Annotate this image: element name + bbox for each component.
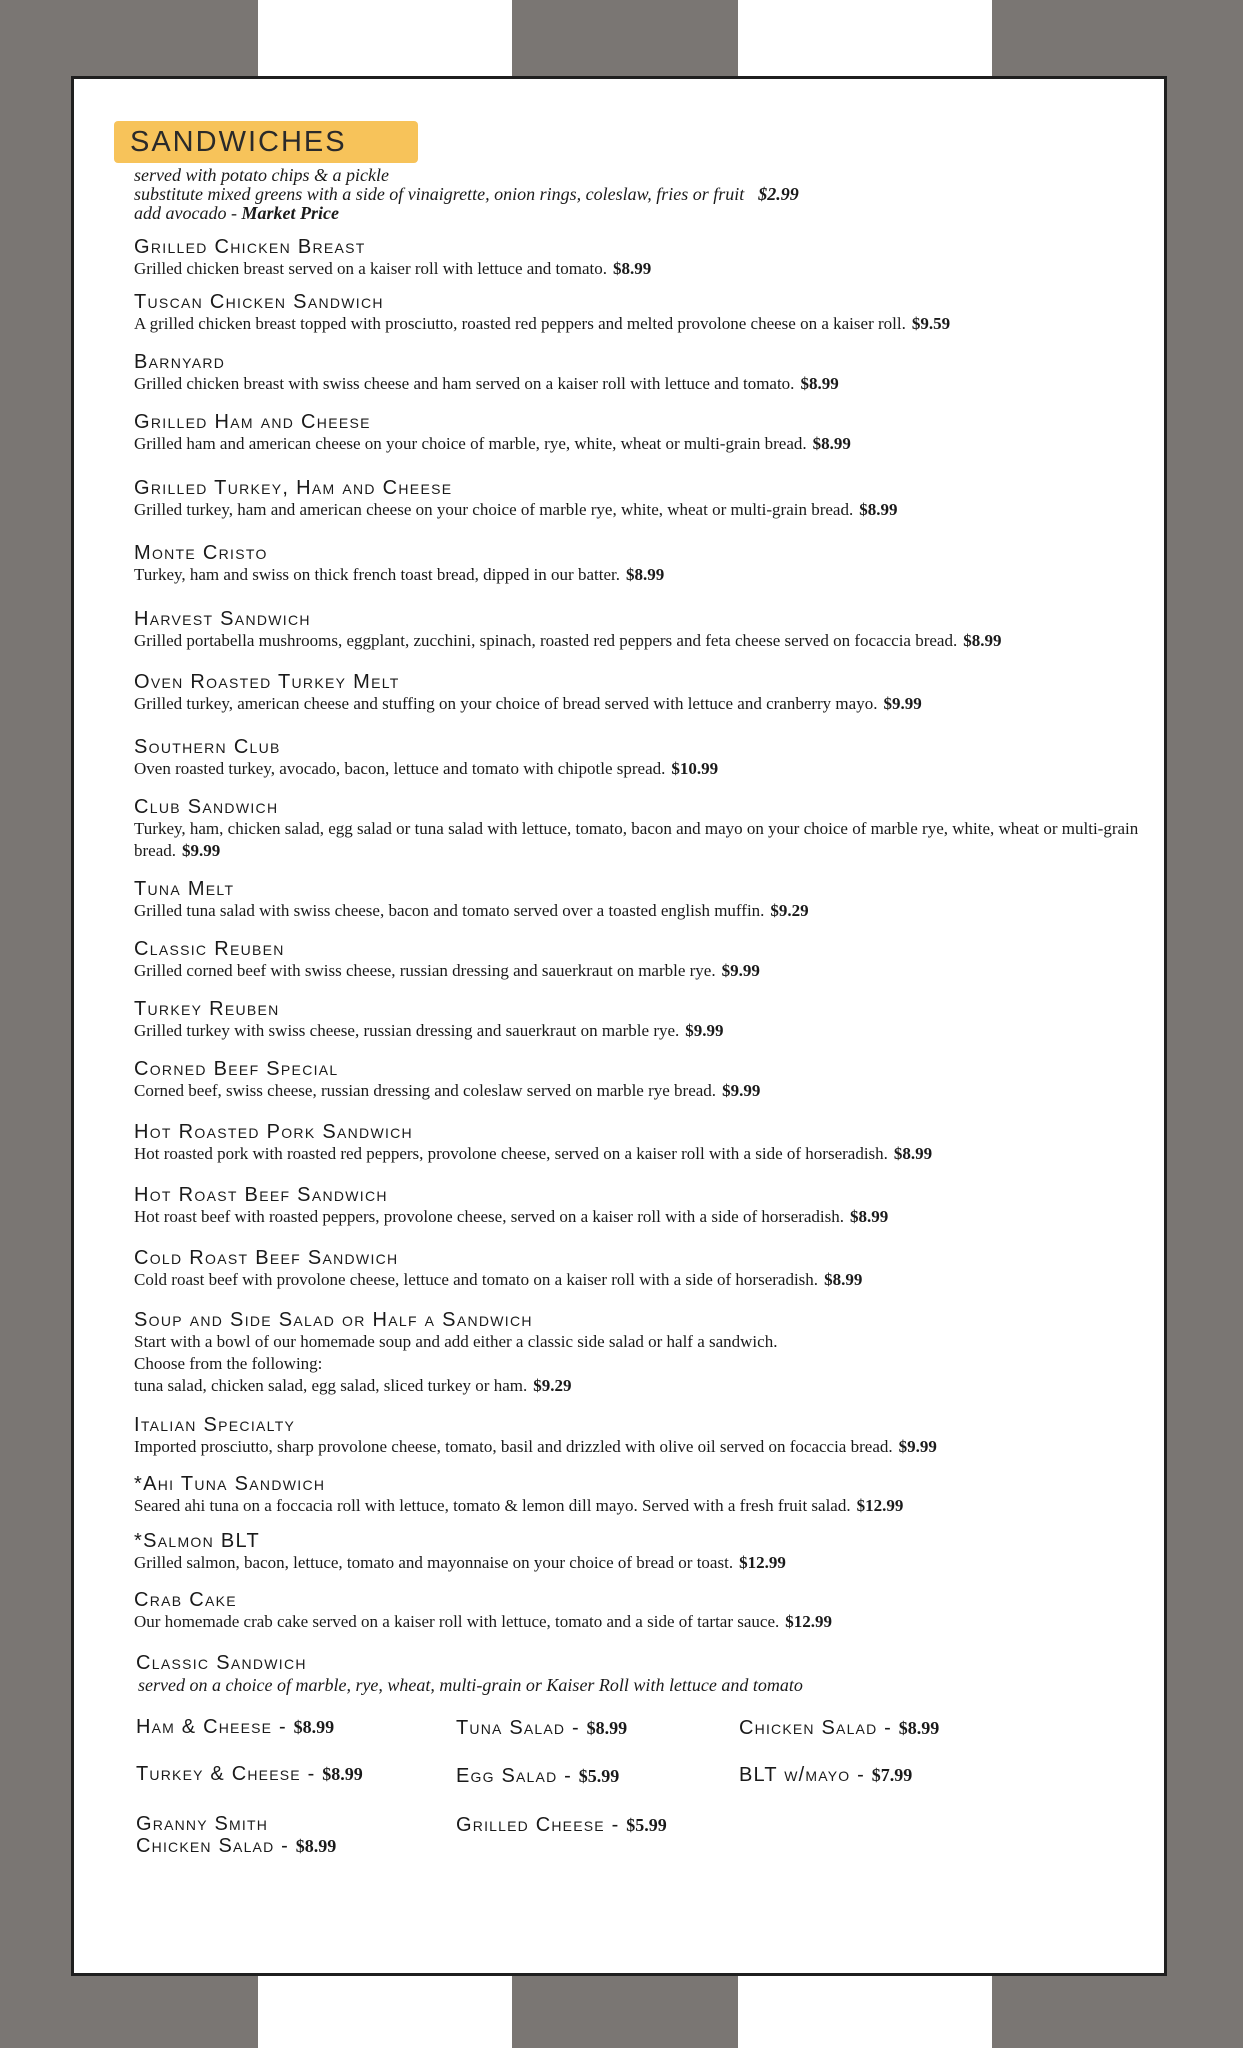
menu-item — [134, 411, 1144, 455]
menu-item — [134, 1309, 1144, 1397]
menu-item — [134, 1184, 1144, 1228]
item-price: $9.59 — [911, 314, 951, 333]
item-name: Tuna Melt — [134, 878, 235, 900]
menu-item — [134, 608, 1144, 652]
item-price: $8.99 — [625, 565, 665, 584]
item-description: tuna salad, chicken salad, egg salad, sliced turkey or ham. $9.29 — [134, 1376, 572, 1395]
item-name: Hot Roasted Pork Sandwich — [134, 1121, 413, 1143]
item-description: Turkey, ham and swiss on thick french toast bread, dipped in our batter. $8.99 — [134, 565, 665, 584]
item-description: Grilled portabella mushrooms, eggplant, zucchini, spinach, roasted red peppers and feta cheese served on focaccia bread. $8.99 — [134, 631, 1002, 650]
menu-item — [134, 236, 1144, 280]
item-description: Corned beef, swiss cheese, russian dressing and coleslaw served on marble rye bread. $9.99 — [134, 1081, 761, 1100]
item-price: $8.99 — [293, 1717, 335, 1737]
item-price: $9.99 — [898, 1437, 937, 1456]
menu-item — [134, 796, 1144, 862]
classic-item: Granny Smith Chicken Salad - $8.99 — [136, 1813, 337, 1857]
item-name: Soup and Side Salad or Half a Sandwich — [134, 1309, 533, 1331]
menu-page — [71, 76, 1167, 1976]
item-price: $9.99 — [182, 841, 221, 860]
section-title: SANDWICHES — [114, 121, 418, 163]
intro-line: substitute mixed greens with a side of vinaigrette, onion rings, coleslaw, fries or fruit $2.99 — [134, 184, 799, 204]
item-price: $12.99 — [739, 1553, 786, 1572]
item-name: Turkey Reuben — [134, 998, 280, 1020]
item-name: Harvest Sandwich — [134, 608, 311, 630]
item-description: Grilled salmon, bacon, lettuce, tomato and mayonnaise on your choice of bread or toast. $12.99 — [134, 1553, 786, 1572]
menu-item — [134, 1473, 1144, 1517]
item-price: $9.99 — [685, 1021, 724, 1040]
classic-item: Ham & Cheese - $8.99 — [136, 1716, 335, 1738]
item-price: $8.99 — [800, 374, 839, 393]
item-name: Oven Roasted Turkey Melt — [134, 671, 400, 693]
item-description: Grilled corned beef with swiss cheese, russian dressing and sauerkraut on marble rye. $9.99 — [134, 961, 760, 980]
item-name: Grilled Ham and Cheese — [134, 411, 371, 433]
item-price: $9.99 — [721, 961, 760, 980]
intro-line: add avocado - Market Price — [134, 203, 339, 223]
item-name: Barnyard — [134, 351, 226, 373]
item-description: Seared ahi tuna on a foccacia roll with lettuce, tomato & lemon dill mayo. Served with a fresh fruit salad. $12.99 — [134, 1496, 904, 1515]
menu-item — [134, 671, 1144, 715]
classic-sandwich-subtitle: served on a choice of marble, rye, wheat, multi-grain or Kaiser Roll with lettuce and tomato — [138, 1675, 803, 1695]
item-price: $8.99 — [586, 1718, 628, 1738]
item-price: $5.99 — [578, 1766, 620, 1786]
classic-item: Grilled Cheese - $5.99 — [456, 1814, 667, 1836]
menu-item — [134, 1121, 1144, 1165]
item-description: Grilled tuna salad with swiss cheese, bacon and tomato served over a toasted english muffin. $9.29 — [134, 901, 809, 920]
intro-line: served with potato chips & a pickle — [134, 165, 389, 185]
item-price: $8.99 — [898, 1718, 940, 1738]
menu-item — [134, 878, 1144, 922]
item-description: Grilled turkey with swiss cheese, russian dressing and sauerkraut on marble rye. $9.99 — [134, 1021, 724, 1040]
item-price: $12.99 — [785, 1612, 833, 1631]
menu-item — [134, 477, 1144, 521]
item-name: Corned Beef Special — [134, 1058, 339, 1080]
item-price: $8.99 — [295, 1836, 337, 1856]
item-name: *Salmon BLT — [134, 1530, 260, 1552]
menu-item — [134, 1414, 1144, 1458]
item-description: Grilled chicken breast served on a kaiser roll with lettuce and tomato. $8.99 — [134, 259, 652, 278]
menu-item — [134, 1247, 1144, 1291]
item-description: Grilled turkey, ham and american cheese on your choice of marble rye, white, wheat or multi-grain bread. $8.99 — [134, 500, 898, 519]
item-name: Club Sandwich — [134, 796, 279, 818]
item-price: $5.99 — [626, 1815, 667, 1835]
item-name: Italian Specialty — [134, 1414, 296, 1436]
item-name: Grilled Turkey, Ham and Cheese — [134, 477, 453, 499]
intro-price: $2.99 — [758, 184, 799, 204]
item-price: $8.99 — [824, 1270, 863, 1289]
item-description: Grilled chicken breast with swiss cheese and ham served on a kaiser roll with lettuce and tomato. $8.99 — [134, 374, 839, 393]
section-intro — [134, 166, 799, 223]
item-description: Start with a bowl of our homemade soup and add either a classic side salad or half a sandwich. — [134, 1332, 778, 1351]
item-description: Hot roast beef with roasted peppers, provolone cheese, served on a kaiser roll with a side of horseradish. $8.99 — [134, 1207, 889, 1226]
menu-item — [134, 351, 1144, 395]
classic-item: Tuna Salad - $8.99 — [456, 1717, 628, 1739]
item-price: $8.99 — [322, 1764, 363, 1784]
item-price: $12.99 — [856, 1496, 904, 1515]
item-description: Our homemade crab cake served on a kaiser roll with lettuce, tomato and a side of tartar sauce. $12.99 — [134, 1612, 833, 1631]
classic-sandwich-title: Classic Sandwich — [136, 1652, 307, 1674]
item-description: Cold roast beef with provolone cheese, lettuce and tomato on a kaiser roll with a side of horseradish. $8.99 — [134, 1270, 863, 1289]
item-price: $9.29 — [770, 901, 809, 920]
item-name: Crab Cake — [134, 1589, 237, 1611]
menu-item — [134, 938, 1144, 982]
item-description: Grilled turkey, american cheese and stuffing on your choice of bread served with lettuce and cranberry mayo. $9.99 — [134, 694, 922, 713]
item-price: $8.99 — [850, 1207, 889, 1226]
menu-item — [134, 542, 1144, 586]
item-description: A grilled chicken breast topped with prosciutto, roasted red peppers and melted provolone cheese on a kaiser roll. $9.59 — [134, 314, 951, 333]
item-price: $8.99 — [613, 259, 652, 278]
intro-price: Market Price — [241, 203, 339, 223]
menu-item — [134, 998, 1144, 1042]
classic-item: Egg Salad - $5.99 — [456, 1765, 620, 1787]
item-name: *Ahi Tuna Sandwich — [134, 1473, 326, 1495]
item-name: Monte Cristo — [134, 542, 268, 564]
item-description: Hot roasted pork with roasted red peppers, provolone cheese, served on a kaiser roll with a side of horseradish. $8.99 — [134, 1144, 933, 1163]
item-name: Hot Roast Beef Sandwich — [134, 1184, 388, 1206]
menu-item — [134, 1530, 1144, 1574]
item-description: Turkey, ham, chicken salad, egg salad or tuna salad with lettuce, tomato, bacon and mayo on your choice of marble rye, white, wheat or multi-grain bread. $9.99 — [134, 819, 1139, 860]
item-price: $8.99 — [859, 500, 898, 519]
classic-item: Turkey & Cheese - $8.99 — [136, 1763, 363, 1785]
item-description: Grilled ham and american cheese on your choice of marble, rye, white, wheat or multi-grain bread. $8.99 — [134, 434, 851, 453]
item-name: Southern Club — [134, 736, 281, 758]
item-price: $9.99 — [722, 1081, 761, 1100]
item-price: $8.99 — [812, 434, 851, 453]
item-name: Cold Roast Beef Sandwich — [134, 1247, 399, 1269]
item-name: Classic Reuben — [134, 938, 285, 960]
item-price: $9.99 — [883, 694, 922, 713]
item-description: Imported prosciutto, sharp provolone cheese, tomato, basil and drizzled with olive oil served on focaccia bread. $9.99 — [134, 1437, 937, 1456]
classic-item: BLT w/mayo - $7.99 — [739, 1764, 913, 1786]
item-price: $10.99 — [671, 759, 719, 778]
item-price: $8.99 — [963, 631, 1002, 650]
classic-item: Chicken Salad - $8.99 — [739, 1717, 940, 1739]
item-price: $7.99 — [871, 1765, 913, 1785]
item-price: $9.29 — [533, 1376, 572, 1395]
item-price: $8.99 — [893, 1144, 933, 1163]
item-name: Grilled Chicken Breast — [134, 236, 366, 258]
menu-item — [134, 1058, 1144, 1102]
item-description: Oven roasted turkey, avocado, bacon, lettuce and tomato with chipotle spread. $10.99 — [134, 759, 719, 778]
menu-item — [134, 1589, 1144, 1633]
menu-item — [134, 736, 1144, 780]
item-description: Choose from the following: — [134, 1354, 323, 1373]
menu-item — [134, 291, 1144, 335]
item-name: Tuscan Chicken Sandwich — [134, 291, 384, 313]
